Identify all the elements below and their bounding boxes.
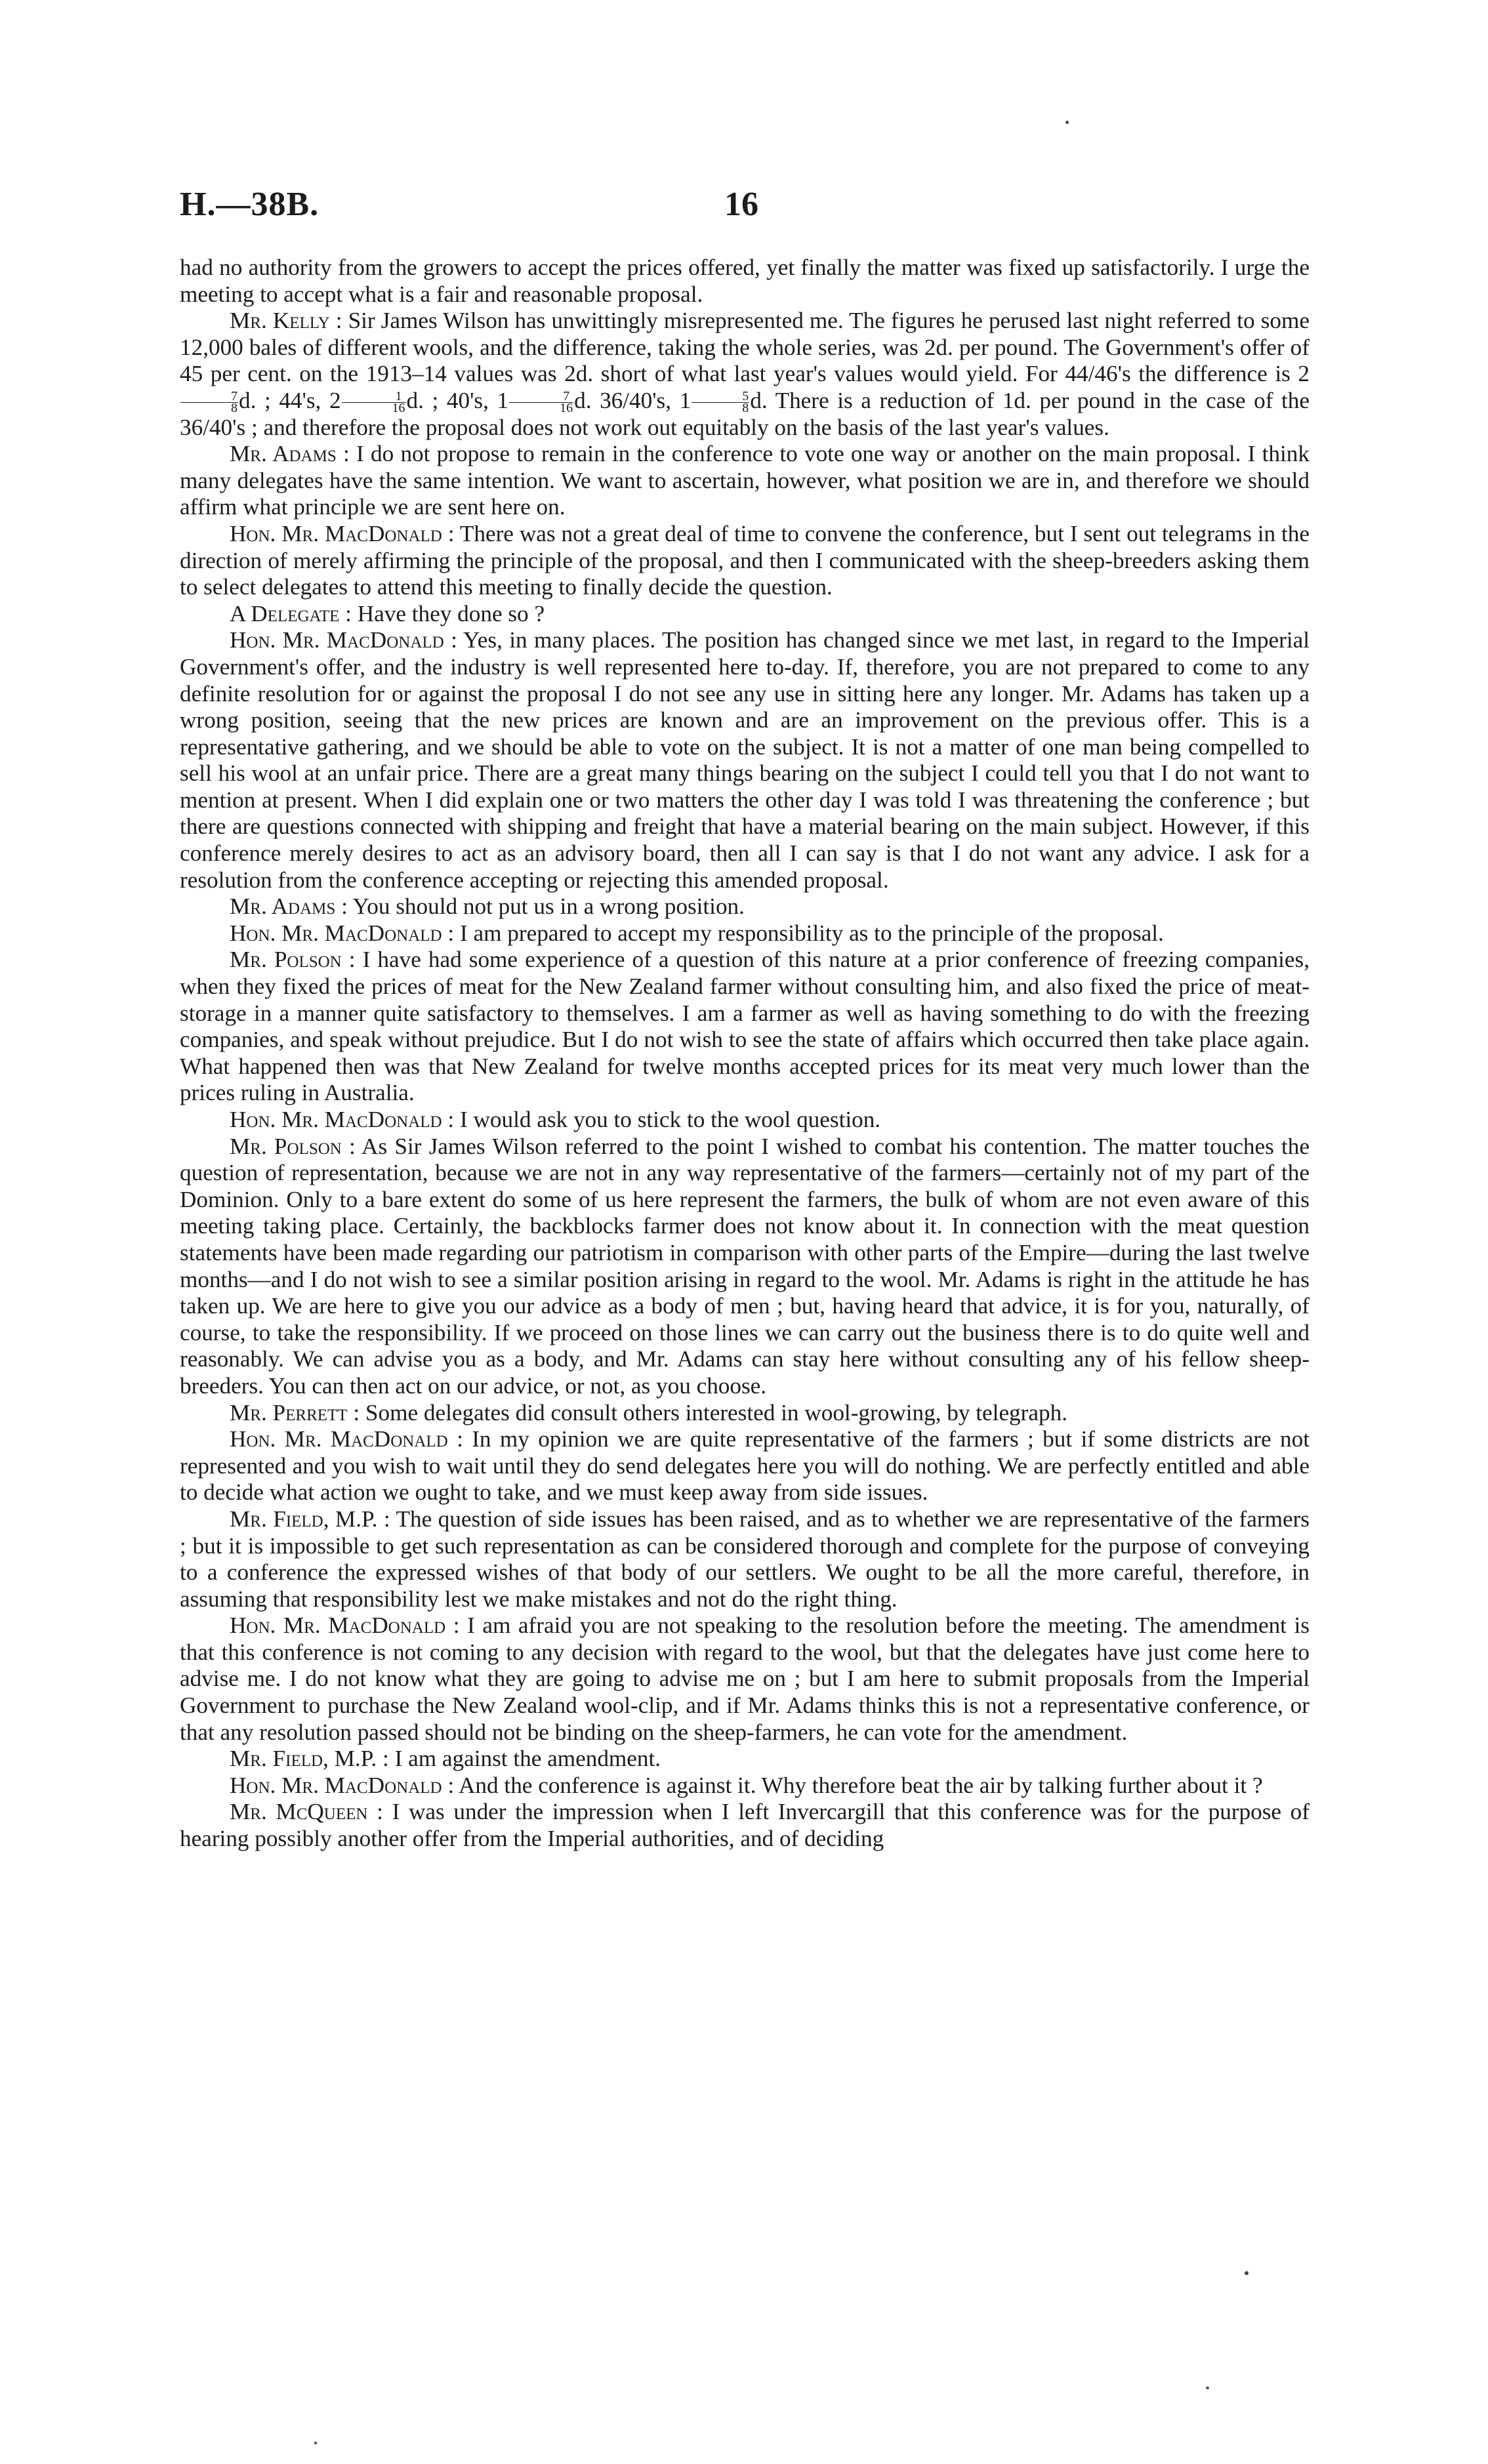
paragraph-text: : I am prepared to accept my responsibility as to the principle of the proposal. — [442, 920, 1164, 946]
paragraph-text: : I am against the amendment. — [377, 1746, 661, 1772]
speaker-name: Mr. Field, M.P. — [230, 1506, 378, 1532]
paragraph — [180, 308, 1310, 441]
paragraph — [180, 441, 1310, 521]
fraction-denominator: 8 — [742, 401, 749, 416]
speaker-name: Hon. Mr. MacDonald — [230, 1426, 448, 1452]
speaker-name: Mr. Adams — [230, 441, 337, 467]
fraction-denominator: 16 — [392, 401, 405, 416]
document-reference: H.—38B. — [180, 186, 320, 223]
paragraph — [180, 1746, 1310, 1773]
page-number: 16 — [724, 186, 758, 223]
paragraph — [180, 947, 1310, 1107]
paragraph-text: : And the conference is against it. Why therefore beat the air by talking further about it ? — [442, 1772, 1263, 1798]
paragraph-text: : I would ask you to stick to the wool question. — [442, 1107, 881, 1132]
paragraph — [180, 1426, 1310, 1506]
paragraph — [180, 1134, 1310, 1400]
page-header — [180, 185, 1308, 231]
paragraph-text: d. 36/40's, 1 — [574, 387, 692, 413]
fraction — [180, 391, 238, 414]
body-text — [180, 255, 1310, 1853]
fraction-denominator: 16 — [560, 401, 573, 416]
fraction — [692, 391, 749, 414]
speaker-name: A Delegate — [230, 600, 340, 626]
speaker-name: Hon. Mr. MacDonald — [230, 920, 442, 946]
speaker-name: Hon. Mr. MacDonald — [230, 520, 442, 546]
speaker-name: Hon. Mr. MacDonald — [230, 1612, 446, 1639]
speaker-name: Mr. Polson — [230, 947, 342, 973]
paragraph — [180, 893, 1310, 920]
scan-speck — [1245, 2271, 1249, 2275]
paragraph-text: : The question of side issues has been raised, and as to whether we are representative of the farmers ; but it is impossible to get such representation as can be considered thorough and complete for the purpose of conveying to a conference the expressed wishes of that body of our settlers. We ought to be all the more careful, therefore, in assuming that responsibility lest we make mistakes and not do the right thing. — [180, 1506, 1310, 1612]
speaker-name: Mr. Kelly — [230, 308, 330, 334]
speaker-name: Mr. Polson — [230, 1133, 342, 1159]
fraction-numerator: 5 — [692, 391, 749, 403]
paragraph — [180, 521, 1310, 601]
fraction — [509, 391, 573, 414]
speaker-name: Mr. McQueen — [230, 1799, 368, 1825]
paragraph — [180, 1506, 1310, 1612]
speaker-name: Hon. Mr. MacDonald — [230, 627, 444, 653]
fraction — [342, 391, 406, 414]
scan-speck — [1206, 2387, 1209, 2389]
paragraph-text: : I was under the impression when I left Invercargill that this conference was for the purpose of hearing possibly another offer from the Imperial authorities, and of deciding — [180, 1799, 1310, 1852]
paragraph — [180, 920, 1310, 947]
paragraph — [180, 1799, 1310, 1852]
paragraph — [180, 1773, 1310, 1799]
paragraph — [180, 627, 1310, 893]
speaker-name: Mr. Perrett — [230, 1399, 348, 1426]
paragraph-text: d. ; 44's, 2 — [239, 387, 341, 413]
fraction-numerator: 1 — [342, 391, 406, 403]
speaker-name: Mr. Field, M.P. — [230, 1746, 377, 1772]
paragraph-text: : Yes, in many places. The position has changed since we met last, in regard to the Imperial Government's offer, and the industry is well represented here to-day. If, therefore, you are not prepared to come to any definite resolution for or against the proposal I do not see any use in sitting here any longer. Mr. Adams has taken up a wrong position, seeing that the new prices are known and are an improvement on the previous offer. This is a representative gathering, and we should be able to vote on the subject. It is not a matter of one man being compelled to sell his wool at an unfair price. There are a great many things bearing on the subject I could tell you that I do not want to mention at present. When I did explain one or two matters the other day I was told I was threatening the conference ; but there are questions connected with shipping and freight that have a material bearing on the main subject. However, if this conference merely desires to act as an advisory board, then all I can say is that I do not want any advice. I ask for a resolution from the conference accepting or rejecting this amended proposal. — [180, 627, 1310, 893]
paragraph-text: : You should not put us in a wrong position. — [335, 893, 745, 920]
fraction-denominator: 8 — [231, 401, 238, 416]
paragraph-text: : I do not propose to remain in the conference to vote one way or another on the main proposal. I think many delegates have the same intention. We want to ascertain, however, what position we are in, and therefore we should affirm what principle we are sent here on. — [180, 441, 1310, 520]
paragraph — [180, 1612, 1310, 1746]
paragraph-text: : In my opinion we are quite representative of the farmers ; but if some districts are not represented and you wish to wait until they do send delegates here you will do nothing. We are perfectly entitled and able to decide what action we ought to take, and we must keep away from side issues. — [180, 1426, 1310, 1506]
speaker-name: Mr. Adams — [230, 893, 336, 920]
paragraph-text: : Some delegates did consult others interested in wool-growing, by telegraph. — [347, 1399, 1067, 1426]
paragraph — [180, 1400, 1310, 1427]
speaker-name: Hon. Mr. MacDonald — [230, 1107, 442, 1132]
paragraph — [180, 1107, 1310, 1134]
paragraph-text: : Sir James Wilson has unwittingly misrepresented me. The figures he perused last night referred to some 12,000 bales of different wools, and the difference, taking the whole series, was 2d. per pound. The Government's offer of 45 per cent. on the 1913–14 values was 2d. short of what last year's values would yield. For 44/46's the difference is 2 — [180, 308, 1310, 387]
paragraph-text: : As Sir James Wilson referred to the point I wished to combat his contention. The matter touches the question of representation, because we are not in any way representative of the farmers—certainly not of my part of the Dominion. Only to a bare extent do some of us here represent the farmers, the bulk of whom are not even aware of this meeting taking place. Certainly, the backblocks farmer does not know about it. In connection with the meat question statements have been made regarding our patriotism in comparison with other parts of the Empire—during the last twelve months—and I do not wish to see a similar position arising in regard to the wool. Mr. Adams is right in the attitude he has taken up. We are here to give you our advice as a body of men ; but, having heard that advice, it is for you, naturally, of course, to take the responsibility. If we proceed on those lines we can carry out the business there is to do quite well and reasonably. We can advise you as a body, and Mr. Adams can stay here without consulting any of his fellow sheep-breeders. You can then act on our advice, or not, as you choose. — [180, 1133, 1310, 1399]
paragraph-text: had no authority from the growers to accept the prices offered, yet finally the matter was fixed up satisfactorily. I urge the meeting to accept what is a fair and reasonable proposal. — [180, 255, 1310, 307]
paragraph-text: : Have they done so ? — [339, 600, 545, 626]
speaker-name: Hon. Mr. MacDonald — [230, 1772, 442, 1798]
paragraph-text: : I am afraid you are not speaking to the resolution before the meeting. The amendment is that this conference is not coming to any decision with regard to the wool, but that the delegates have just come here to advise me. I do not know what they are going to advise me on ; but I am here to submit proposals from the Imperial Government to purchase the New Zealand wool-clip, and if Mr. Adams thinks this is not a representative conference, or that any resolution passed should not be binding on the sheep-farmers, he can vote for the amendment. — [180, 1612, 1310, 1745]
scan-speck — [314, 2442, 317, 2444]
paragraph-text: d. ; 40's, 1 — [406, 387, 509, 413]
paragraph-text: d. There is a reduction of 1d. per pound in the case of the 36/40's ; and therefore the proposal does not work out equitably on the basis of the last year's values. — [180, 387, 1310, 440]
paragraph — [180, 601, 1310, 628]
fraction-numerator: 7 — [509, 391, 573, 403]
paragraph-text: : I have had some experience of a question of this nature at a prior conference of freezing companies, when they fixed the prices of meat for the New Zealand farmer without consulting him, and also fixed the price of meat-storage in a manner quite satisfactory to themselves. I am a farmer as well as having something to do with the freezing companies, and speak without prejudice. But I do not wish to see the state of affairs which occurred then take place again. What happened then was that New Zealand for twelve months accepted prices for its meat very much lower than the prices ruling in Australia. — [180, 947, 1310, 1106]
scan-speck — [1065, 121, 1069, 124]
paragraph — [180, 255, 1310, 308]
fraction-numerator: 7 — [180, 391, 238, 403]
paragraph-text: : There was not a great deal of time to convene the conference, but I sent out telegrams in the direction of merely affirming the principle of the proposal, and then I communicated with the sheep-breeders asking them to select delegates to attend this meeting to finally decide the question. — [180, 520, 1310, 600]
